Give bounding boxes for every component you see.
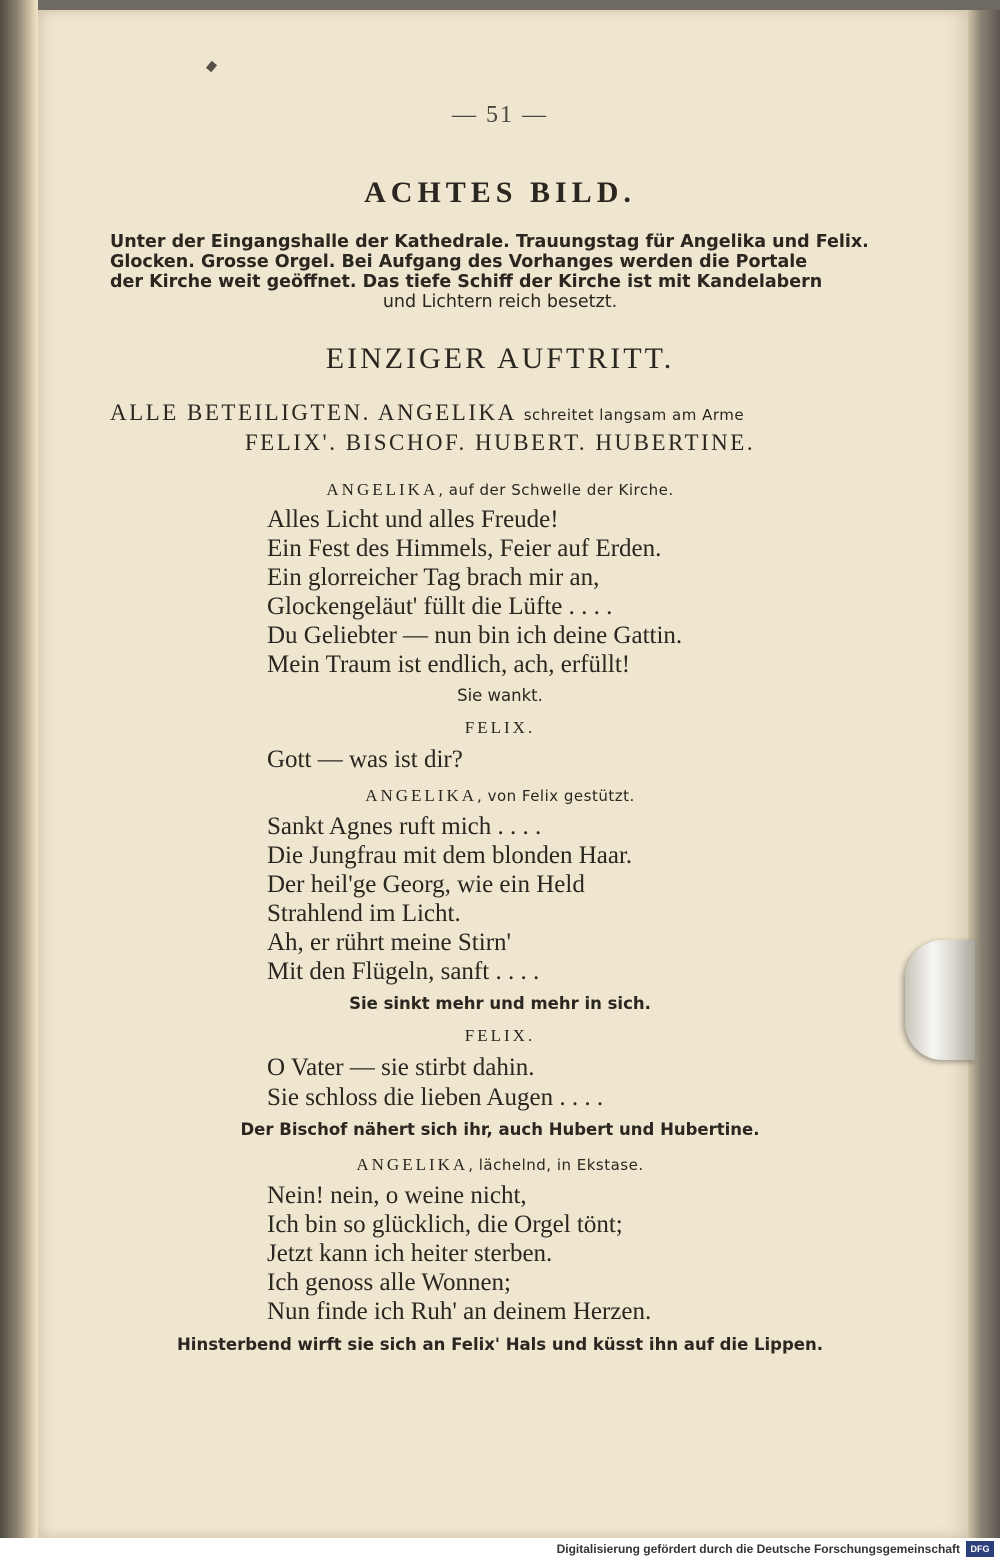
stage-direction: Der Bischof nähert sich ihr, auch Hubert und Hubertine. <box>240 1120 760 1139</box>
cast-line-2: FELIX'. BISCHOF. HUBERT. HUBERTINE. <box>244 430 756 455</box>
stage-setting-line: Unter der Eingangshalle der Kathedrale. Trauungstag für Angelika und Felix. <box>110 232 869 252</box>
verse-line: Gott — was ist dir? <box>267 746 463 773</box>
speaker-name: FELIX. <box>464 718 536 737</box>
speaker-direction: , von Felix gestützt. <box>477 787 635 805</box>
stage-direction: Hinsterbend wirft sie sich an Felix' Hals und küsst ihn auf die Lippen. <box>176 1335 824 1354</box>
footer-bar <box>0 1538 1000 1562</box>
page-stack-edge <box>968 10 1000 1538</box>
speaker-direction: , auf der Schwelle der Kirche. <box>438 481 674 499</box>
book-binding-edge <box>0 0 38 1562</box>
verse-line: Ein glorreicher Tag brach mir an, <box>267 564 600 591</box>
stage-direction: Sie wankt. <box>457 686 543 705</box>
act-title: ACHTES BILD. <box>364 176 636 209</box>
speaker-line <box>0 786 1000 806</box>
scene-title: EINZIGER AUFTRITT. <box>325 342 675 375</box>
cast-direction: schreitet langsam am Arme <box>523 406 745 424</box>
verse-line: Der heil'ge Georg, wie ein Held <box>267 871 585 898</box>
speaker-line <box>0 480 1000 500</box>
dfg-logo: DFG <box>966 1541 994 1557</box>
verse-line: Sie schloss die lieben Augen . . . . <box>267 1084 604 1111</box>
verse-line: Ah, er rührt meine Stirn' <box>267 929 512 956</box>
cast-names: ALLE BETEILIGTEN. ANGELIKA <box>110 400 516 425</box>
verse-line: Jetzt kann ich heiter sterben. <box>267 1240 553 1267</box>
verse-line: Mit den Flügeln, sanft . . . . <box>267 958 540 985</box>
speaker-line <box>0 1155 1000 1175</box>
verse-line: Nein! nein, o weine nicht, <box>267 1182 527 1209</box>
speaker-name: ANGELIKA <box>365 786 478 805</box>
cast-line-caps <box>110 400 744 426</box>
stage-setting-line: der Kirche weit geöffnet. Das tiefe Schiff der Kirche ist mit Kandelabern <box>110 272 823 292</box>
verse-line: O Vater — sie stirbt dahin. <box>267 1054 535 1081</box>
stage-direction: Sie sinkt mehr und mehr in sich. <box>349 994 651 1013</box>
verse-line: Ich genoss alle Wonnen; <box>267 1269 511 1296</box>
stage-setting-line: Glocken. Grosse Orgel. Bei Aufgang des Vorhanges werden die Portale <box>110 252 808 272</box>
verse-line: Nun finde ich Ruh' an deinem Herzen. <box>267 1298 652 1325</box>
verse-line: Ich bin so glücklich, die Orgel tönt; <box>267 1211 623 1238</box>
verse-line: Die Jungfrau mit dem blonden Haar. <box>267 842 633 869</box>
speaker-direction: , lächelnd, in Ekstase. <box>468 1156 644 1174</box>
verse-line: Mein Traum ist endlich, ach, erfüllt! <box>267 651 631 678</box>
verse-line: Sankt Agnes ruft mich . . . . <box>267 813 542 840</box>
verse-line: Strahlend im Licht. <box>267 900 461 927</box>
verse-line: Alles Licht und alles Freude! <box>267 506 559 533</box>
verse-line: Glockengeläut' füllt die Lüfte . . . . <box>267 593 613 620</box>
speaker-name: ANGELIKA <box>326 480 439 499</box>
footer-credit: Digitalisierung gefördert durch die Deutsche Forschungsgemeinschaft <box>556 1542 960 1556</box>
page-number: — 51 — <box>452 102 548 128</box>
verse-line: Du Geliebter — nun bin ich deine Gattin. <box>267 622 683 649</box>
stage-setting-line: und Lichtern reich besetzt. <box>382 292 618 312</box>
speaker-name: ANGELIKA <box>356 1155 469 1174</box>
speaker-name: FELIX. <box>464 1026 536 1045</box>
verse-line: Ein Fest des Himmels, Feier auf Erden. <box>267 535 662 562</box>
